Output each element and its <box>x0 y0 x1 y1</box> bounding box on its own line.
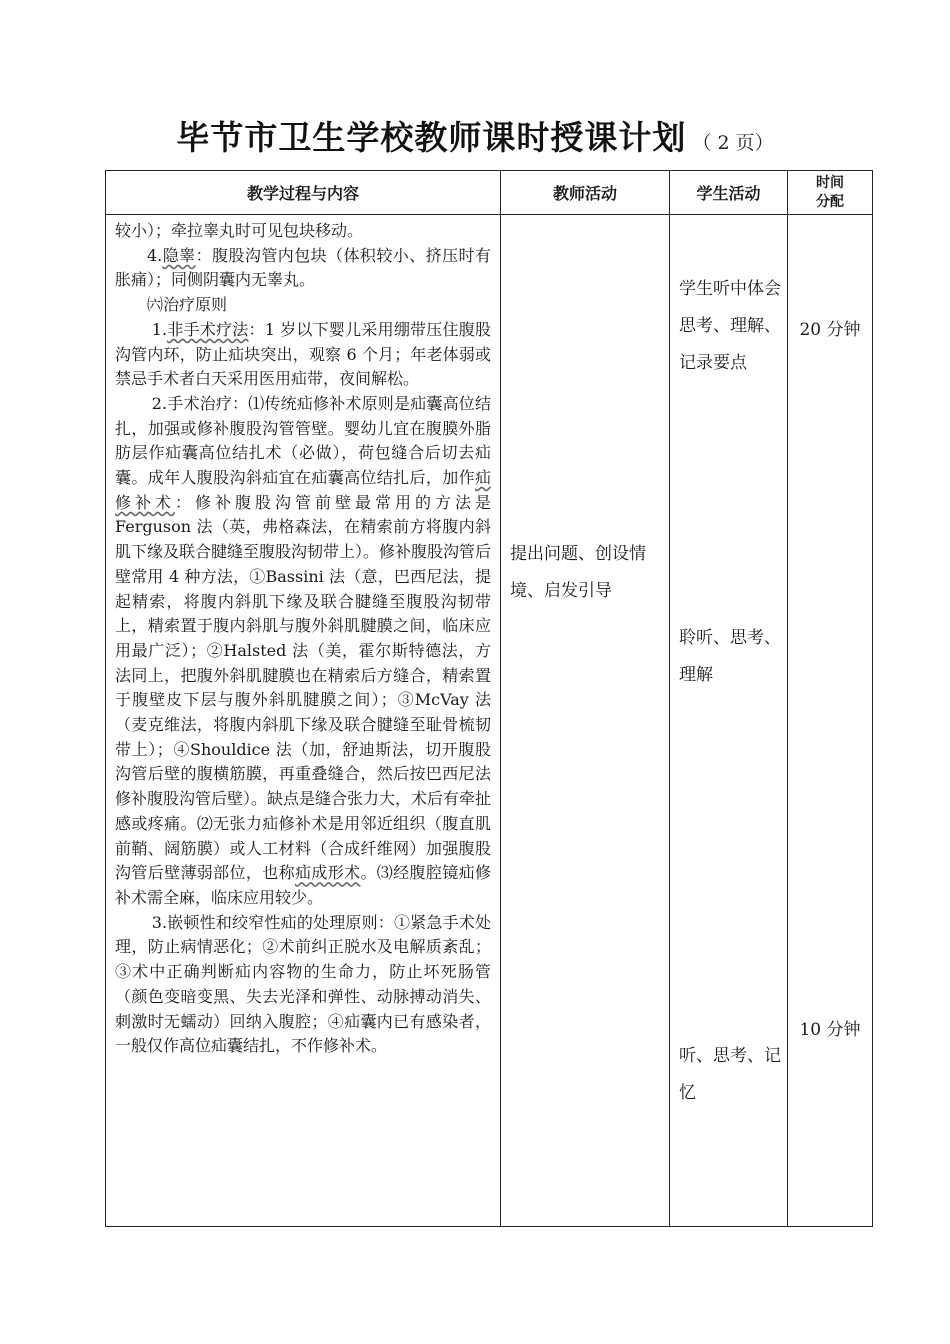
header-time-line2: 分配 <box>816 193 844 210</box>
content-paragraph: 3.嵌顿性和绞窄性疝的处理原则：①紧急手术处理，防止病情恶化；②术前纠正脱水及电解质紊乱；③术中正确判断疝内容物的生命力，防止坏死肠管（颜色变暗变黑、失去光泽和弹性、动脉搏动消失、刺激时无蠕动）回纳入腹腔；④疝囊内已有感染者，一般仅作高位疝囊结扎，不作修补术。 <box>115 912 491 1056</box>
section-heading: ㈥治疗原则 <box>147 295 228 315</box>
table-row <box>106 215 873 1227</box>
content-paragraph: 2.手术治疗：⑴传统疝修补术原则是疝囊高位结扎，加强或修补腹股沟管管壁。婴幼儿宜在腹膜外脂肪层作疝囊高位结扎术（必做），荷包缝合后切去疝囊。成年人腹股沟斜疝宜在疝囊高位结扎后，加作疝修补术：修补腹股沟管前壁最常用的方法是 Ferguson 法（英，弗格森法，在精索前方将腹内斜肌下缘及联合腱缝至腹股沟韧带上）。修补腹股沟管后壁常用 4 种方法，①Bassini 法（意，巴西尼法，提起精索，将腹内斜肌下缘及联合腱缝至腹股沟韧带上，精索置于腹内斜肌与腹外斜肌腱膜之间，临床应用最广泛）；②Halsted 法（美，霍尔斯特德法，方法同上，把腹外斜肌腱膜也在精索后方缝合，精索置于腹壁皮下层与腹外斜肌腱膜之间）；③McVay 法（麦克维法，将腹内斜肌下缘及联合腱缝至耻骨梳韧带上）；④Shouldice 法（加，舒迪斯法，切开腹股沟管后壁的腹横筋膜，再重叠缝合，然后按巴西尼法修补腹股沟管后壁）。缺点是缝合张力大，术后有牵扯感或疼痛。⑵无张力疝修补术是用邻近组织（腹直肌前鞘、阔筋膜）或人工材料（合成纤维网）加强腹股沟管后壁薄弱部位，也称疝成形术。⑶经腹腔镜疝修补术需全麻，临床应用较少。 <box>115 393 492 907</box>
teacher-activity-cell <box>501 215 670 1227</box>
student-activity-1: 学生听中体会思考、理解、记录要点 <box>679 279 781 373</box>
lesson-plan-table <box>105 170 873 1227</box>
time-cell <box>788 215 873 1227</box>
table-header-row <box>106 171 873 215</box>
term-hernioplasty: 疝成形术 <box>294 863 361 883</box>
document-title <box>0 112 950 159</box>
header-content: 教学过程与内容 <box>106 171 501 215</box>
term-undescended-testis: 隐睾 <box>162 245 196 265</box>
teacher-activity-text: 提出问题、创设情境、启发引导 <box>510 544 646 601</box>
title-main: 毕节市卫生学校教师课时授课计划 <box>176 118 687 157</box>
content-paragraph: 1.非手术疗法：1 岁以下婴儿采用绷带压住腹股沟管内环，防止疝块突出，观察 6 个月；年老体弱或禁忌手术者白天采用医用疝带，夜间解松。 <box>115 319 491 389</box>
term-nonsurgical: 非手术疗法 <box>167 319 249 339</box>
content-cell <box>106 215 501 1227</box>
student-activity-cell <box>670 215 788 1227</box>
student-activity-3: 听、思考、记忆 <box>679 1046 781 1103</box>
term-hernia-repair: 疝修补术 <box>115 468 491 512</box>
header-time <box>788 171 873 215</box>
time-allocation-2: 10 分钟 <box>799 1020 861 1040</box>
content-paragraph: 4.隐睾：腹股沟管内包块（体积较小、挤压时有胀痛）；同侧阴囊内无睾丸。 <box>115 245 491 290</box>
content-paragraph: 较小）；牵拉睾丸时可见包块移动。 <box>115 221 364 240</box>
header-time-line1: 时间 <box>816 174 844 191</box>
header-teacher-activity: 教师活动 <box>501 171 670 215</box>
time-allocation-1: 20 分钟 <box>799 320 861 340</box>
page-indicator: （ 2 页） <box>692 132 774 154</box>
student-activity-2: 聆听、思考、理解 <box>679 628 781 685</box>
header-student-activity: 学生活动 <box>670 171 788 215</box>
